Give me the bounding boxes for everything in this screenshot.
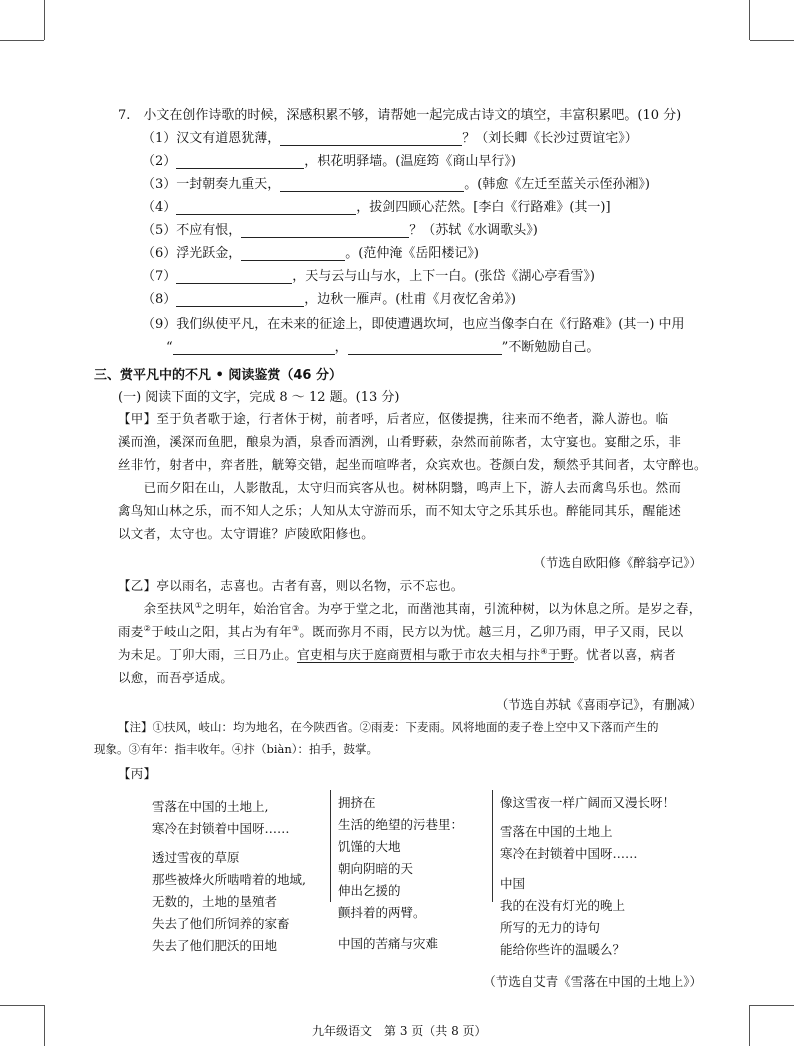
q7-item-9-close: ”不断勉励自己。 bbox=[501, 340, 600, 355]
yi-line-5: 以愈，而吾亭适成。 bbox=[118, 670, 234, 685]
yi-note-mark-4: ④ bbox=[540, 646, 548, 656]
poem-col3-line-1: 像这雪夜一样广阔而又漫长呀！ bbox=[500, 795, 676, 810]
poem-col1-line-4: 那些被烽火所啮啃着的地域, bbox=[152, 872, 306, 887]
yi-line-2 bbox=[118, 599, 702, 617]
yi-underlined-a: 官吏相与庆于庭商贾相与歌于市农夫相与抃 bbox=[297, 647, 541, 662]
q7-blank-3[interactable] bbox=[280, 177, 464, 192]
notes-line-1: 【注】①扶风，岐山：均为地名，在今陕西省。②雨麦：下麦雨。风将地面的麦子卷上空中又下落而产生的 bbox=[118, 720, 659, 734]
jia-line-1: 【甲】至于负者歌于途，行者休于树，前者呼，后者应，伛偻提携，往来而不绝者，滁人游也。临 bbox=[118, 411, 669, 426]
q7-item-1-pre: （1）汉文有道恩犹薄， bbox=[142, 131, 281, 146]
q7-stem: 7. 小文在创作诗歌的时候，深感积累不够，请帮她一起完成古诗文的填空，丰富积累吧。(10 分) bbox=[118, 108, 682, 123]
jia-source: （节选自欧阳修《醉翁亭记》） bbox=[533, 555, 702, 570]
q7-item-7 bbox=[142, 265, 595, 284]
q7-blank-6[interactable] bbox=[241, 246, 345, 261]
yi-source: （节选自苏轼《喜雨亭记》，有删减） bbox=[495, 697, 702, 712]
q7-item-8-pre: （8） bbox=[142, 292, 177, 307]
crop-mark-br-h bbox=[750, 1005, 794, 1006]
poem-col2-line-6: 颤抖着的两臂。 bbox=[338, 905, 426, 920]
poem-col3-line-3: 寒冷在封锁着中国呀…… bbox=[500, 846, 638, 861]
q7-item-5-post: ？（苏轼《水调歌头》) bbox=[409, 223, 538, 238]
jia-line-5: 禽鸟知山林之乐，而不知人之乐；人知从太守游而乐，而不知太守之乐其乐也。醉能同其乐，醒能述 bbox=[118, 503, 682, 518]
jia-line-4: 已而夕阳在山，人影散乱，太守归而宾客从也。树林阴翳，鸣声上下，游人去而禽鸟乐也。然而 bbox=[118, 480, 682, 495]
q7-item-3-pre: （3）一封朝奏九重天， bbox=[142, 177, 281, 192]
poem-col2-line-1: 拥挤在 bbox=[338, 795, 376, 810]
q7-item-7-pre: （7） bbox=[142, 269, 177, 284]
q7-item-1 bbox=[142, 127, 638, 146]
notes-line-2: 现象。③有年：指丰收年。④抃（biàn）：拍手，鼓掌。 bbox=[94, 742, 379, 756]
yi-line-3c: 。既而弥月不雨，民方以为忧。越三月，乙卯乃雨，甲子又雨，民以 bbox=[299, 624, 684, 639]
poem-col3-line-2: 雪落在中国的土地上 bbox=[500, 824, 613, 839]
poem-col1-line-2: 寒冷在封锁着中国呀…… bbox=[152, 821, 290, 836]
yi-line-4 bbox=[118, 645, 676, 663]
yi-line-3b: 于岐山之阳，其占为有年 bbox=[151, 624, 292, 639]
q7-blank-9a[interactable] bbox=[173, 340, 335, 355]
q7-item-9-line2 bbox=[166, 336, 599, 355]
q7-item-2-pre: （2） bbox=[142, 154, 177, 169]
crop-mark-tl-h bbox=[0, 40, 44, 41]
yi-note-mark-2: ② bbox=[143, 623, 152, 633]
q7-item-4-post: ，拔剑四顾心茫然。[李白《行路难》(其一)] bbox=[356, 200, 611, 215]
yi-note-mark-3: ③ bbox=[291, 623, 300, 633]
yi-underlined-b: 于野 bbox=[547, 647, 574, 662]
q7-item-7-post: ，天与云与山与水，上下一白。(张岱《湖心亭看雪》) bbox=[292, 269, 595, 284]
poem-col1-line-7: 失去了他们肥沃的田地 bbox=[152, 938, 278, 953]
q7-blank-7[interactable] bbox=[176, 269, 292, 284]
q7-item-3-post: 。(韩愈《左迁至蓝关示侄孙湘》) bbox=[464, 177, 650, 192]
q7-item-9-mid: ， bbox=[334, 340, 348, 355]
section3-part1: (一) 阅读下面的文字，完成 8 ～ 12 题。(13 分) bbox=[118, 390, 400, 405]
section3-title: 三、赏平凡中的不凡 • 阅读鉴赏（46 分） bbox=[94, 368, 342, 383]
q7-item-5 bbox=[142, 219, 538, 238]
poem-col3-line-5: 我的在没有灯光的晚上 bbox=[500, 898, 626, 913]
yi-underlined-sentence bbox=[297, 647, 573, 663]
poem-col2-line-7: 中国的苦痛与灾难 bbox=[338, 936, 439, 951]
yi-line-1: 【乙】亭以雨名，志喜也。古者有喜，则以名物，示不忘也。 bbox=[118, 578, 464, 593]
poem-divider-1 bbox=[330, 790, 331, 902]
q7-item-9-open: “ bbox=[166, 340, 173, 355]
yi-line-4c: 。忧者以喜，病者 bbox=[573, 647, 676, 662]
q7-item-6-post: 。(范仲淹《岳阳楼记》) bbox=[345, 246, 479, 261]
crop-mark-tr-h bbox=[750, 40, 794, 41]
q7-blank-2[interactable] bbox=[176, 154, 304, 169]
q7-item-4-pre: （4） bbox=[142, 200, 177, 215]
q7-item-2 bbox=[142, 150, 516, 169]
q7-item-3 bbox=[142, 173, 650, 192]
poem-col2-line-2: 生活的绝望的污巷里： bbox=[338, 817, 464, 832]
q7-item-6 bbox=[142, 242, 479, 261]
yi-line-2b: 之明年，始治官舍。为亭于堂之北，而凿池其南，引流种树，以为休息之所。是岁之春， bbox=[202, 601, 702, 616]
crop-mark-bl-v bbox=[44, 1005, 45, 1046]
yi-line-3 bbox=[118, 622, 683, 640]
bing-label: 【丙】 bbox=[118, 766, 157, 781]
bing-source: （节选自艾青《雪落在中国的土地上》） bbox=[483, 974, 702, 989]
q7-item-1-post: ？（刘长卿《长沙过贾谊宅》） bbox=[462, 131, 638, 146]
q7-item-8-post: ，边秋一雁声。(杜甫《月夜忆舍弟》) bbox=[304, 292, 516, 307]
jia-line-3: 丝非竹，射者中，弈者胜，觥筹交错，起坐而喧哗者，众宾欢也。苍颜白发，颓然乎其间者，太守醉也。 bbox=[118, 457, 707, 472]
crop-mark-tl-v bbox=[44, 0, 45, 40]
q7-blank-9b[interactable] bbox=[348, 340, 502, 355]
poem-col3-line-4: 中国 bbox=[500, 876, 526, 891]
yi-line-3a: 雨麦 bbox=[118, 624, 144, 639]
q7-blank-5[interactable] bbox=[241, 223, 409, 238]
poem-col1-line-1: 雪落在中国的土地上, bbox=[152, 799, 269, 814]
q7-item-8 bbox=[142, 288, 516, 307]
q7-item-2-post: ，枳花明驿墙。(温庭筠《商山早行》) bbox=[304, 154, 516, 169]
q7-blank-8[interactable] bbox=[176, 292, 304, 307]
crop-mark-tr-v bbox=[749, 0, 750, 40]
q7-item-4 bbox=[142, 196, 611, 215]
yi-note-mark-1: ① bbox=[194, 600, 203, 610]
poem-col3-line-6: 所写的无力的诗句 bbox=[500, 920, 601, 935]
poem-col1-line-5: 无数的，土地的垦殖者 bbox=[152, 894, 278, 909]
q7-item-6-pre: （6）浮光跃金， bbox=[142, 246, 242, 261]
jia-line-2: 溪而渔，溪深而鱼肥，酿泉为酒，泉香而酒洌，山肴野蔌，杂然而前陈者，太守宴也。宴酣之乐，非 bbox=[118, 434, 682, 449]
crop-mark-br-v bbox=[749, 1005, 750, 1046]
q7-item-9-line1: （9）我们纵使平凡，在未来的征途上，即使遭遇坎坷，也应当像李白在《行路难》(其一) 中用 bbox=[142, 317, 685, 332]
q7-item-5-pre: （5）不应有恨， bbox=[142, 223, 242, 238]
q7-blank-1[interactable] bbox=[280, 131, 462, 146]
poem-col1-line-6: 失去了他们所饲养的家畜 bbox=[152, 916, 290, 931]
page-footer: 九年级语文 第 3 页（共 8 页） bbox=[312, 1024, 487, 1038]
crop-mark-bl-h bbox=[0, 1005, 44, 1006]
poem-col2-line-5: 伸出乞援的 bbox=[338, 883, 401, 898]
yi-line-4a: 为未足。丁卯大雨，三日乃止。 bbox=[118, 647, 298, 662]
poem-col3-line-7: 能给你些许的温暖么？ bbox=[500, 942, 626, 957]
poem-col1-line-3: 透过雪夜的草原 bbox=[152, 850, 240, 865]
q7-blank-4[interactable] bbox=[176, 200, 356, 215]
poem-divider-2 bbox=[492, 790, 493, 902]
jia-line-6: 以文者，太守也。太守谓谁？庐陵欧阳修也。 bbox=[118, 526, 375, 541]
poem-col2-line-3: 饥馑的大地 bbox=[338, 839, 401, 854]
poem-col2-line-4: 朝向阴暗的天 bbox=[338, 861, 414, 876]
yi-line-2a: 余至扶风 bbox=[118, 601, 195, 616]
